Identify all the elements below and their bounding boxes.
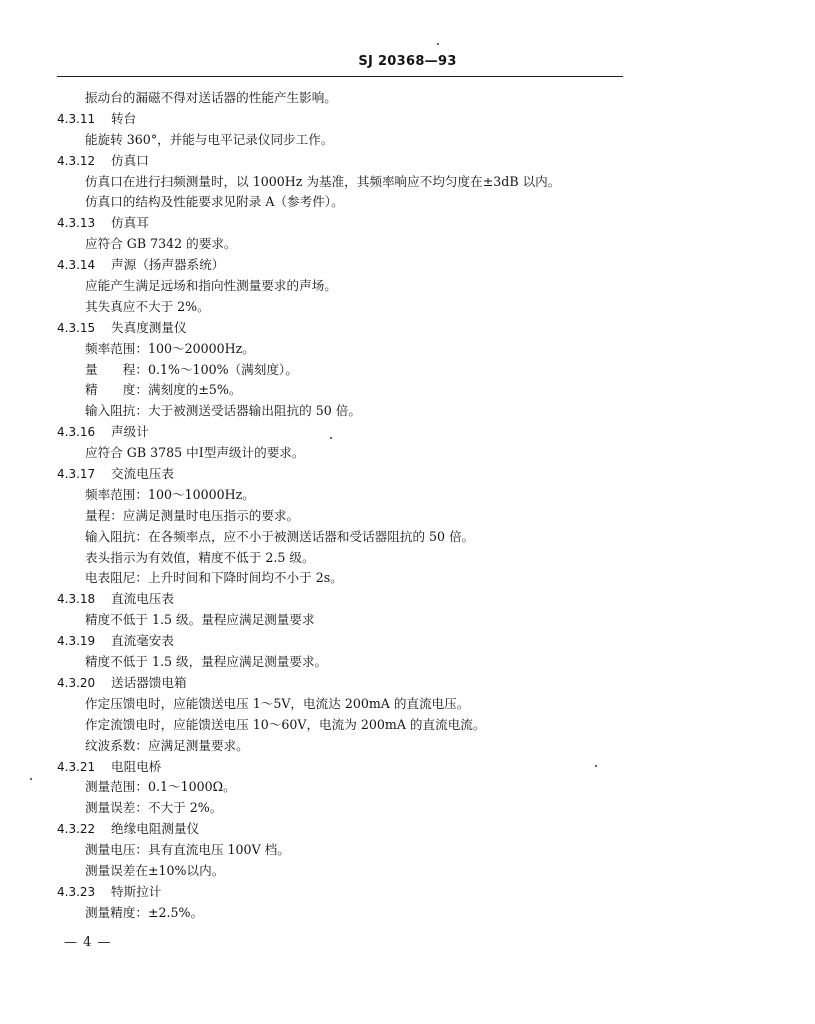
section-title: 直流毫安表: [111, 633, 174, 649]
paragraph-line: 测量精度：±2.5%。: [85, 904, 204, 920]
section-number: 4.3.12: [57, 153, 96, 168]
section-title: 声源（扬声器系统）: [111, 257, 225, 273]
scan-speck: [595, 765, 597, 767]
page-number: — 4 —: [64, 935, 112, 950]
paragraph-line: 仿真口在进行扫频测量时，以 1000Hz 为基准，其频率响应不均匀度在±3dB 以内。: [85, 173, 561, 189]
paragraph-line: 测量电压：具有直流电压 100V 档。: [85, 842, 290, 858]
section-number: 4.3.18: [57, 592, 96, 607]
section-heading: [0, 757, 815, 778]
section-title: 电阻电桥: [111, 758, 162, 774]
paragraph-line: 应符合 GB 7342 的要求。: [85, 236, 237, 252]
section-title: 绝缘电阻测量仪: [111, 821, 200, 837]
section-number: 4.3.11: [57, 111, 96, 126]
section-heading: [0, 673, 815, 694]
section-heading: [0, 213, 815, 234]
paragraph-line: 纹波系数：应满足测量要求。: [85, 737, 249, 753]
section-heading: [0, 631, 815, 652]
paragraph-line: 频率范围：100～20000Hz。: [85, 340, 255, 356]
section-title: 转台: [111, 110, 137, 126]
section-number: 4.3.19: [57, 634, 96, 649]
paragraph-line: 能旋转 360°，并能与电平记录仪同步工作。: [85, 131, 334, 147]
scan-speck: [330, 437, 332, 439]
document-code: SJ 20368—93: [358, 54, 457, 69]
section-heading: [0, 109, 815, 130]
paragraph-line: 量 程：0.1%～100%（满刻度）。: [85, 361, 298, 377]
paragraph-line: 精 度：满刻度的±5%。: [85, 382, 242, 398]
paragraph-line: 其失真应不大于 2%。: [85, 298, 210, 314]
section-number: 4.3.17: [57, 467, 96, 482]
section-number: 4.3.21: [57, 759, 96, 774]
section-title: 送话器馈电箱: [111, 674, 187, 690]
section-title: 仿真耳: [111, 215, 149, 231]
paragraph-line: 作定压馈电时，应能馈送电压 1～5V，电流达 200mA 的直流电压。: [85, 695, 470, 711]
section-heading: [0, 464, 815, 485]
section-number: 4.3.22: [57, 822, 96, 837]
paragraph-line: 测量误差在±10%以内。: [85, 862, 225, 878]
paragraph-line: 频率范围：100～10000Hz。: [85, 486, 255, 502]
paragraph-line: 作定流馈电时，应能馈送电压 10～60V，电流为 200mA 的直流电流。: [85, 716, 486, 732]
paragraph-line: 测量误差：不大于 2%。: [85, 800, 223, 816]
paragraph-line: 表头指示为有效值，精度不低于 2.5 级。: [85, 549, 315, 565]
section-heading: [0, 318, 815, 339]
scan-speck: [437, 43, 439, 45]
paragraph-line: 应能产生满足远场和指向性测量要求的声场。: [85, 278, 337, 294]
section-heading: [0, 819, 815, 840]
paragraph-line: 精度不低于 1.5 级。量程应满足测量要求: [85, 612, 315, 628]
section-number: 4.3.14: [57, 258, 96, 273]
section-number: 4.3.20: [57, 675, 96, 690]
section-title: 特斯拉计: [111, 883, 162, 899]
section-heading: [0, 255, 815, 276]
section-title: 仿真口: [111, 152, 149, 168]
paragraph-line: 量程：应满足测量时电压指示的要求。: [85, 507, 300, 523]
paragraph-line: 电表阻尼：上升时间和下降时间均不小于 2s。: [85, 570, 343, 586]
paragraph-line: 振动台的漏磁不得对送话器的性能产生影响。: [85, 90, 337, 105]
scan-speck: [30, 778, 32, 780]
paragraph-line: 输入阻抗：大于被测送受话器输出阻抗的 50 倍。: [85, 403, 361, 419]
section-heading: [0, 151, 815, 172]
paragraph-line: 精度不低于 1.5 级，量程应满足测量要求。: [85, 654, 328, 670]
section-title: 失真度测量仪: [111, 319, 187, 335]
section-number: 4.3.15: [57, 320, 96, 335]
section-heading: [0, 882, 815, 903]
section-heading: [0, 422, 815, 443]
section-title: 声级计: [111, 424, 149, 440]
header-rule: [57, 76, 623, 77]
paragraph-line: 输入阻抗：在各频率点，应不小于被测送话器和受话器阻抗的 50 倍。: [85, 528, 475, 544]
paragraph-line: 测量范围：0.1～1000Ω。: [85, 779, 236, 795]
section-title: 交流电压表: [111, 466, 174, 482]
paragraph-line: 应符合 GB 3785 中Ⅰ型声级计的要求。: [85, 445, 305, 461]
section-title: 直流电压表: [111, 591, 174, 607]
section-heading: [0, 589, 815, 610]
paragraph-line: 仿真口的结构及性能要求见附录 A（参考件）。: [85, 194, 344, 210]
section-number: 4.3.23: [57, 884, 96, 899]
document-body: [0, 88, 815, 924]
section-number: 4.3.13: [57, 216, 96, 231]
section-number: 4.3.16: [57, 425, 96, 440]
